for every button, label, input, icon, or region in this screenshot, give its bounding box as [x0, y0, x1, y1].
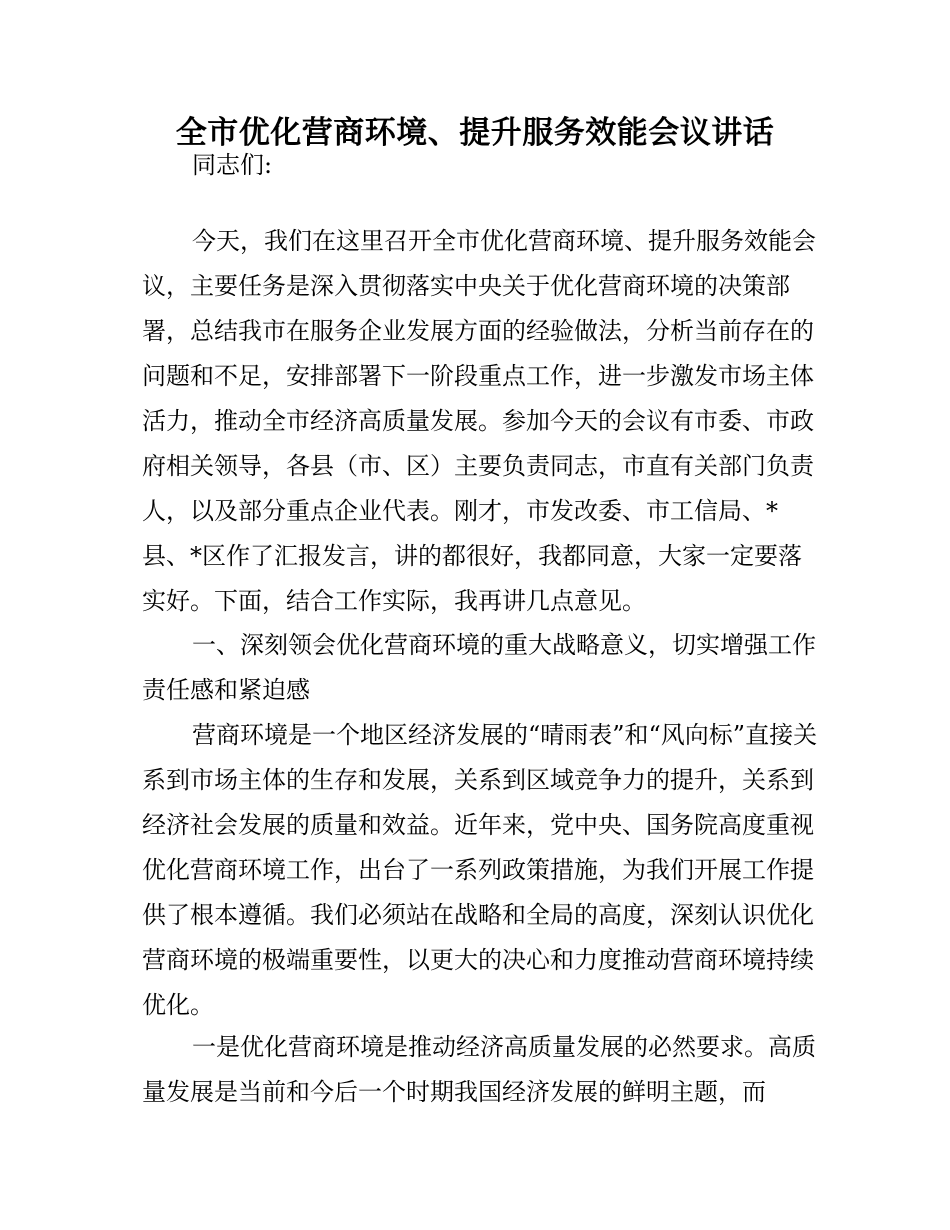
section-heading-1: 一、深刻领会优化营商环境的重大战略意义，切实增强工作责任感和紧迫感: [142, 631, 816, 704]
document-title: 全市优化营商环境、提升服务效能会议讲话: [175, 115, 775, 151]
paragraph-opening: 今天，我们在这里召开全市优化营商环境、提升服务效能会议，主要任务是深入贯彻落实中央关于优化营商环境的决策部署，总结我市在服务企业发展方面的经验做法，分析当前存在的问题和不足，安排部署下一阶段重点工作，进一步激发市场主体活力，推动全市经济高质量发展。参加今天的会议有市委、市政府相关领导，各县（市、区）主要负责同志，市直有关部门负责人，以及部分重点企业代表。刚才，市发改委、市工信局、*县、*区作了汇报发言，讲的都很好，我都同意，大家一定要落实好。下面，结合工作实际，我再讲几点意见。: [142, 227, 816, 615]
paragraph-business-environment: 营商环境是一个地区经济发展的“晴雨表”和“风向标”直接关系到市场主体的生存和发展，关系到区域竞争力的提升，关系到经济社会发展的质量和效益。近年来，党中央、国务院高度重视优化营商环境工作，出台了一系列政策措施，为我们开展工作提供了根本遵循。我们必须站在战略和全局的高度，深刻认识优化营商环境的极端重要性，以更大的决心和力度推动营商环境持续优化。: [142, 721, 818, 1019]
greeting: 同志们:: [192, 151, 273, 179]
paragraph-point-one: 一是优化营商环境是推动经济高质量发展的必然要求。高质量发展是当前和今后一个时期我国经济发展的鲜明主题，而: [142, 1033, 816, 1106]
